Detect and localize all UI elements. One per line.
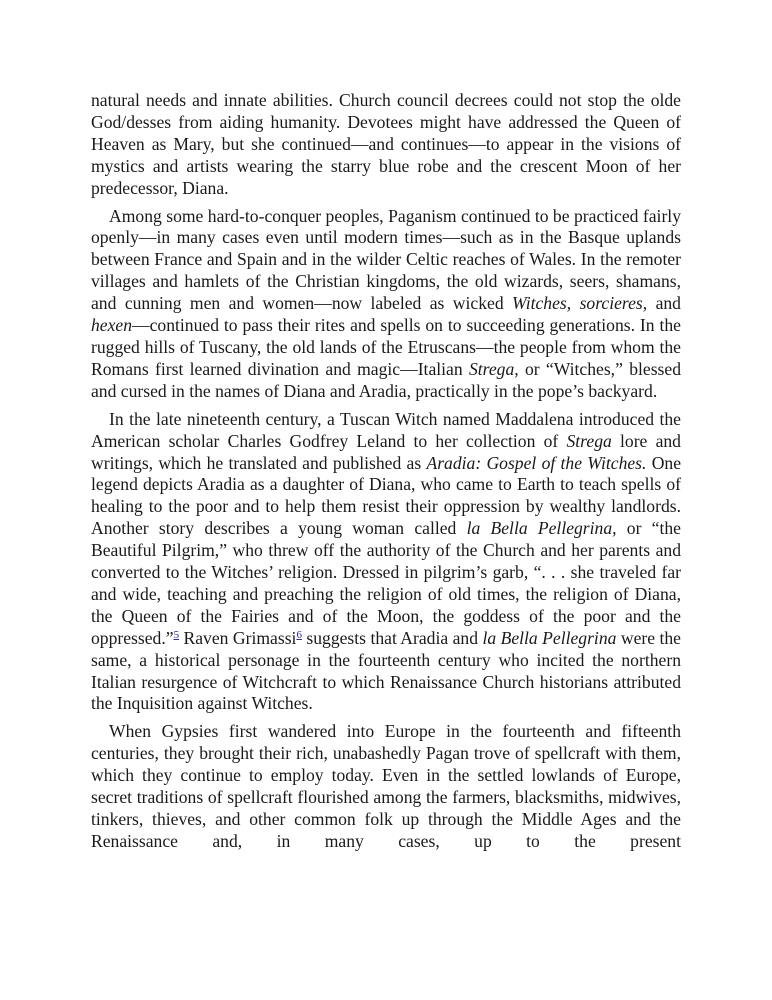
text-run: In the late nineteenth century, a Tuscan Witch named Maddalena introduced the American scholar Charles Godfrey Leland to her collection of (91, 408, 681, 451)
text-run: natural needs and innate abilities. Church council decrees could not stop the olde God/desses from aiding humanity. Devotees might have addressed the Queen of Heaven as Mary, but she continued—and continues—to appear in the visions of mystics and artists wearing the starry blue robe and the crescent Moon of her predecessor, Diana. (91, 90, 681, 198)
text-run: —continued to pass their rites and spells on to succeeding generations. In the rugged hills of Tuscany, the old lands of the Etruscans—the people from whom the Romans first learned divination and magic—Italian (91, 315, 681, 379)
text-run: suggests that Aradia and (301, 627, 483, 648)
text-run: Raven Grimassi (179, 627, 297, 648)
italic-text: la Bella Pellegrina, (466, 518, 617, 539)
text-run: were the same, a historical personage in the fourteenth century who incited the northern Italian resurgence of Witchcraft to which Renaissance Church historians attributed the Inquisition against Witches. (91, 627, 681, 714)
italic-text: la Bella Pellegrina (482, 627, 617, 648)
text-run: or “the Beautiful Pilgrim,” who threw off the authority of the Church and her parents and converted to the Witches’ religion. Dressed in pilgrim’s garb, “. . . she traveled far and wide, teaching and preaching the religion of old times, the religion of Diana, the Queen of the Fairies and of the Moon, the goddess of the poor and the oppressed.” (91, 518, 681, 648)
text-run: Among some hard-to-conquer peoples, Paganism continued to be practiced fairly openly—in many cases even until modern times—such as in the Basque uplands between France and Spain and in the wilder Celtic reaches of Wales. In the remoter villages and hamlets of the Christian kingdoms, the old wizards, seers, shamans, and cunning men and women—now labeled as wicked (91, 205, 681, 314)
footnote-link[interactable]: 5 (173, 628, 180, 641)
paragraph-2 (91, 206, 681, 403)
italic-text: Strega, (468, 358, 519, 379)
text-run: lore and writings, which he translated and published as (91, 430, 681, 473)
paragraph-4 (91, 721, 681, 852)
text-run: When Gypsies first wandered into Europe in the fourteenth and fifteenth centuries, they brought their rich, unabashedly Pagan trove of spellcraft with them, which they continue to employ today. Even in the settled lowlands of Europe, secret traditions of spellcraft flourished among the farmers, blacksmiths, midwives, tinkers, thieves, and other common folk up through the Middle Ages and the Renaissance and, in many cases, up to the present (91, 721, 681, 851)
paragraph-3 (91, 409, 681, 716)
text-run: and (647, 293, 681, 314)
text-run: or “Witches,” blessed and cursed in the names of Diana and Aradia, practically in the pope’s backyard. (91, 358, 681, 401)
footnote-link[interactable]: 6 (296, 628, 302, 641)
paragraph-1 (91, 90, 681, 200)
italic-text: Aradia: Gospel of the Witches. (426, 452, 647, 473)
document-page (91, 90, 681, 859)
italic-text: Strega (566, 430, 612, 451)
italic-text: hexen (91, 315, 133, 336)
text-run: One legend depicts Aradia as a daughter of Diana, who came to Earth to teach spells of healing to the poor and to help them resist their oppression by wealthy landlords. Another story describes a young woman called (91, 452, 682, 539)
italic-text: Witches, sorcieres, (512, 293, 648, 314)
